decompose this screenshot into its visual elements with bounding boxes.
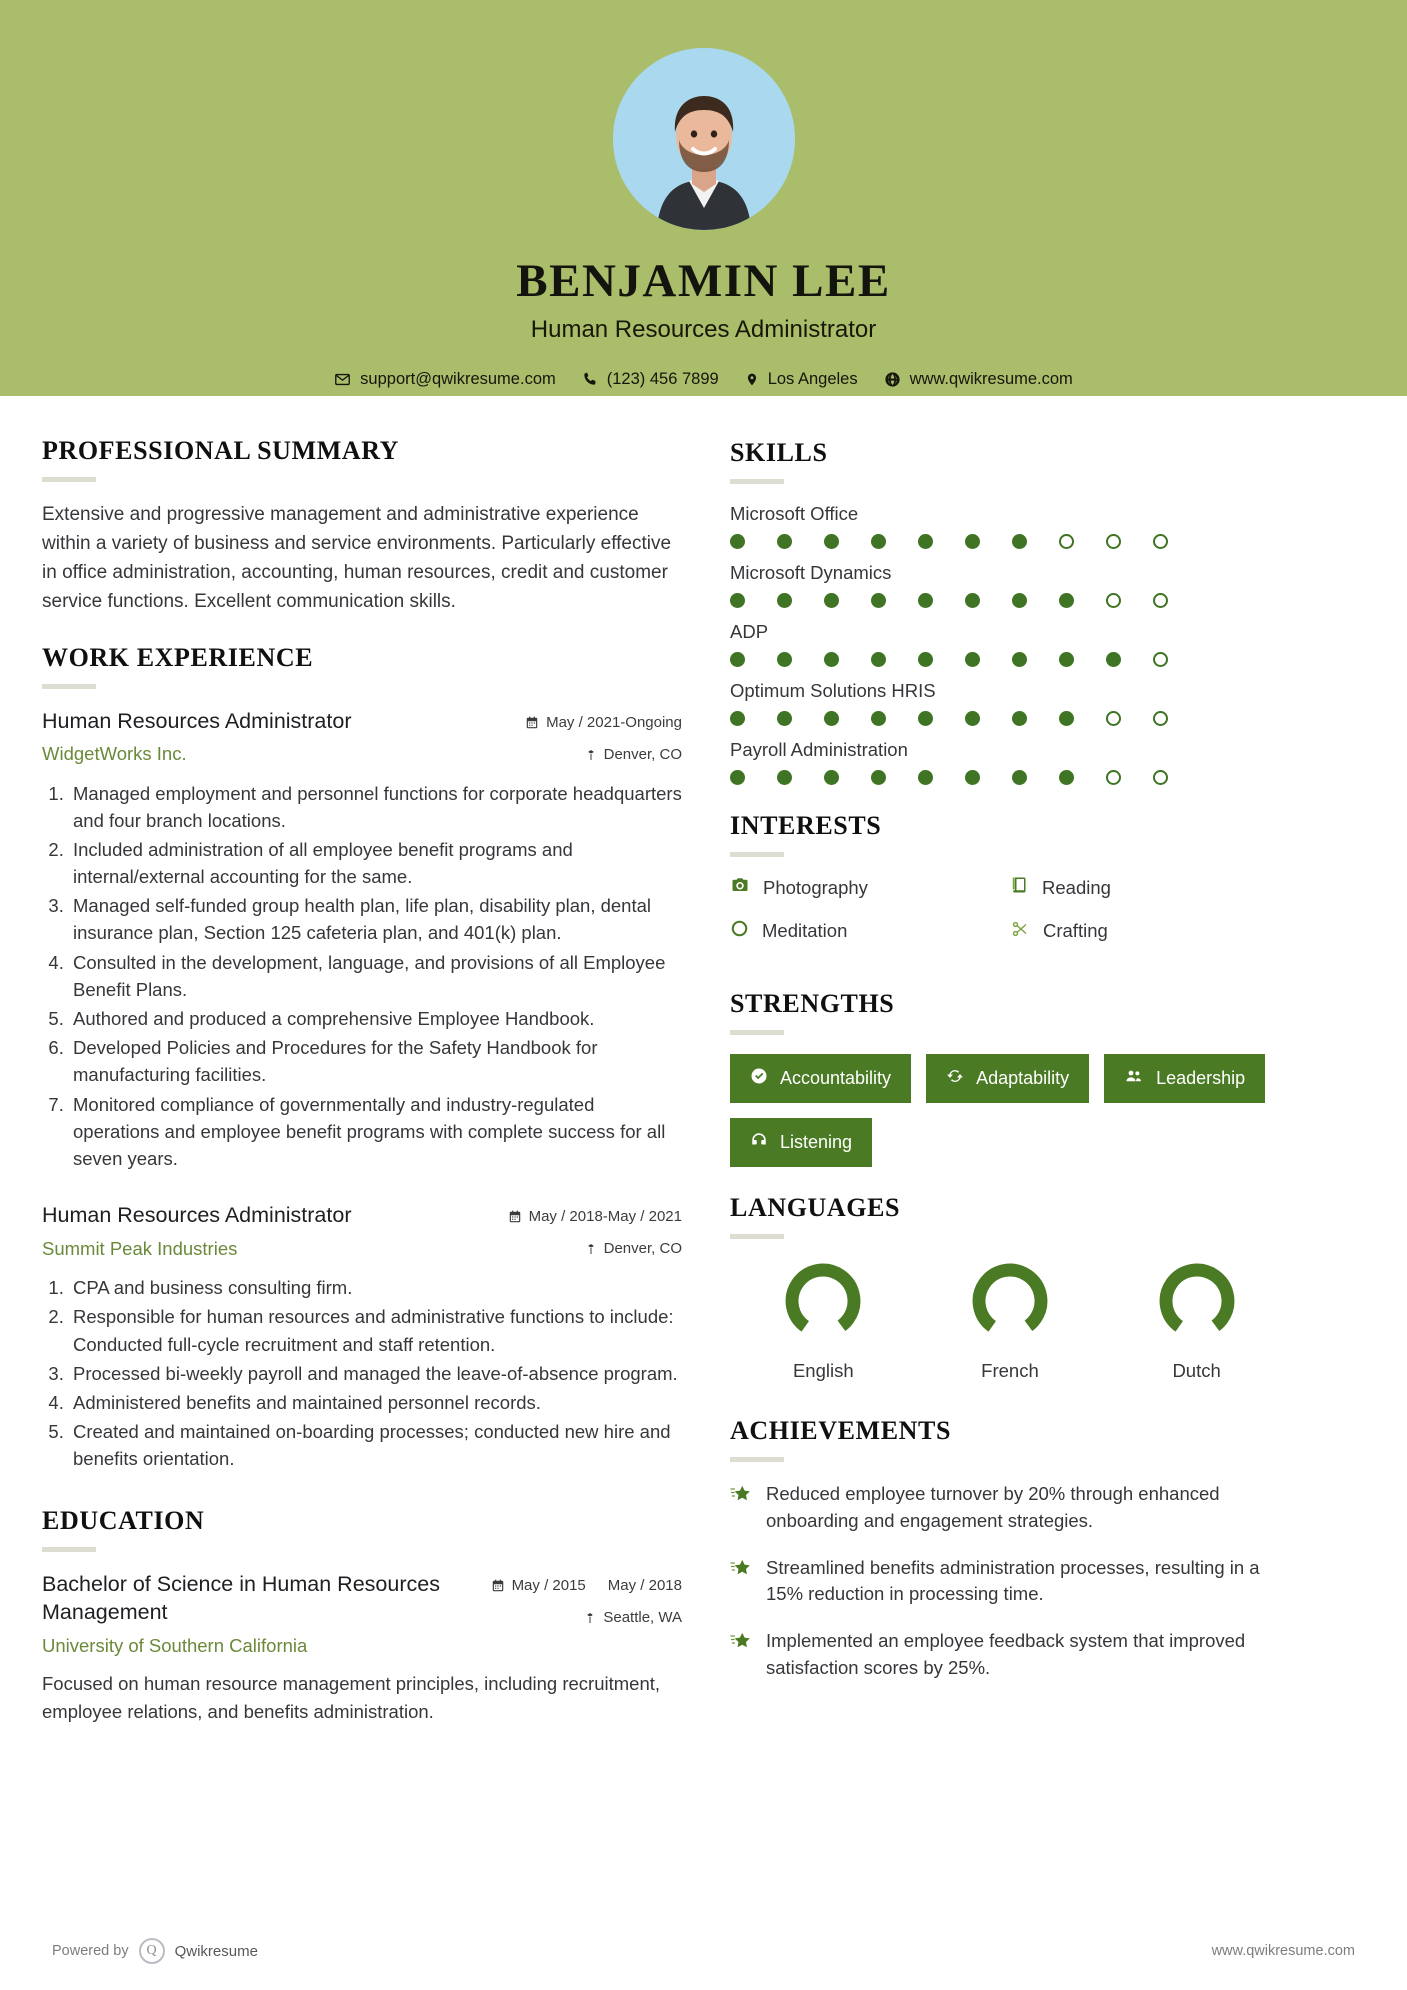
language-item [730, 1258, 917, 1382]
resume-header [0, 0, 1407, 396]
job-location-text: Denver, CO [603, 1240, 682, 1258]
section-heading: LANGUAGES [730, 1193, 901, 1222]
interest-item [730, 876, 1010, 899]
skill-dot-filled [730, 652, 745, 667]
skill-dot-empty [1059, 534, 1074, 549]
job-dates [508, 1208, 682, 1228]
skill-dot-filled [1012, 652, 1027, 667]
section-divider [730, 1234, 784, 1239]
skill-label: ADP [730, 621, 769, 642]
section-heading: STRENGTHS [730, 989, 895, 1018]
section-heading: ACHIEVEMENTS [730, 1416, 952, 1445]
contact-location-text: Los Angeles [767, 369, 858, 388]
skill-dot-filled [1059, 770, 1074, 785]
brand-name[interactable]: Qwikresume [174, 1942, 258, 1960]
skills-list [730, 503, 1290, 785]
summary-text: Extensive and progressive management and administrative experience within a variety of business and service environments. Particularly effective in office administration, accounting, human resources, credit and customer service functions. Excellent communication skills. [42, 504, 672, 612]
strength-label: Leadership [1156, 1068, 1246, 1088]
education-location-text: Seattle, WA [603, 1609, 682, 1627]
section-skills [730, 438, 1290, 785]
refresh-icon [946, 1067, 964, 1090]
map-pin-icon [585, 746, 597, 766]
achievement-item [730, 1555, 1290, 1609]
map-pin-icon [585, 1240, 597, 1260]
skill-dot-filled [1059, 652, 1074, 667]
list-item: 1. Managed employment and personnel functions for corporate headquarters and four branch locations. [69, 780, 682, 834]
skill-level-meter [730, 652, 1290, 667]
skill-dot-filled [871, 593, 886, 608]
book-icon [1010, 876, 1029, 899]
job-location [510, 746, 682, 766]
skill-dot-filled [1106, 652, 1121, 667]
contact-bar [334, 370, 1073, 389]
job-dates-text: May / 2018-May / 2021 [528, 1208, 682, 1226]
skill-dot-filled [871, 770, 886, 785]
globe-icon [884, 371, 901, 388]
language-item [1103, 1258, 1290, 1382]
skill-dot-filled [777, 711, 792, 726]
camera-icon [730, 876, 750, 899]
qwikresume-logo-icon: Q [139, 1938, 165, 1964]
interest-item [1010, 876, 1290, 899]
right-column [730, 436, 1290, 1752]
skill-dot-filled [965, 652, 980, 667]
skill-dot-filled [730, 593, 745, 608]
skill-dot-filled [965, 770, 980, 785]
skill-item [730, 562, 1290, 608]
languages-list [730, 1258, 1290, 1382]
skill-level-meter [730, 593, 1290, 608]
skill-dot-filled [1012, 770, 1027, 785]
interest-item [730, 919, 1010, 943]
skill-dot-filled [1059, 711, 1074, 726]
skill-dot-filled [918, 770, 933, 785]
section-divider [42, 1547, 96, 1552]
list-item: 3. Processed bi-weekly payroll and managed the leave-of-absence program. [69, 1360, 682, 1387]
phone-icon [582, 371, 598, 387]
left-column [42, 436, 682, 1752]
skill-dot-filled [777, 652, 792, 667]
star-icon [730, 1481, 752, 1535]
job-title: Human Resources Administrator [42, 708, 352, 733]
skill-dot-filled [871, 534, 886, 549]
list-item: 2. Included administration of all employee benefit programs and internal/external accounting for the same. [69, 836, 682, 890]
school-name: University of Southern California [42, 1635, 308, 1657]
calendar-icon [525, 714, 539, 734]
job-location [508, 1240, 682, 1260]
interest-label: Reading [1042, 876, 1111, 898]
calendar-icon [508, 1208, 522, 1228]
skill-dot-empty [1106, 534, 1121, 549]
interests-list [730, 876, 1290, 963]
skill-dot-filled [777, 593, 792, 608]
contact-phone-text: (123) 456 7899 [606, 369, 719, 388]
section-divider [730, 479, 784, 484]
skill-item [730, 739, 1290, 785]
contact-phone[interactable] [582, 370, 719, 389]
language-progress-ring [780, 1258, 866, 1344]
language-label: Dutch [1172, 1360, 1221, 1381]
education-date-start: May / 2015 [511, 1577, 586, 1595]
job-dates [510, 714, 682, 734]
skill-dot-filled [824, 652, 839, 667]
skill-dot-filled [824, 770, 839, 785]
skill-dot-filled [1012, 593, 1027, 608]
contact-email[interactable] [334, 370, 556, 389]
skill-dot-filled [777, 770, 792, 785]
language-label: French [981, 1360, 1039, 1381]
skill-dot-filled [918, 652, 933, 667]
job-title: Human Resources Administrator [42, 1203, 352, 1228]
skill-dot-filled [730, 770, 745, 785]
powered-by-label: Powered by [52, 1943, 129, 1959]
powered-by [52, 1938, 258, 1964]
skill-dot-filled [965, 593, 980, 608]
education-location [491, 1609, 682, 1629]
headphones-icon [750, 1131, 768, 1154]
skill-dot-filled [918, 534, 933, 549]
skill-label: Microsoft Office [730, 503, 859, 524]
skill-dot-empty [1106, 593, 1121, 608]
skill-dot-empty [1153, 770, 1168, 785]
interest-item [1010, 919, 1290, 943]
language-item [917, 1258, 1104, 1382]
skill-item [730, 621, 1290, 667]
check-circle-icon [750, 1067, 768, 1090]
experience-entry [42, 1202, 682, 1472]
skill-dot-filled [871, 652, 886, 667]
star-icon [730, 1628, 752, 1682]
skill-dot-filled [777, 534, 792, 549]
contact-email-text: support@qwikresume.com [360, 369, 556, 388]
list-item: 4. Consulted in the development, language, and provisions of all Employee Benefit Plans. [69, 949, 682, 1003]
education-entry [42, 1571, 682, 1725]
language-progress-ring [967, 1258, 1053, 1344]
skill-dot-filled [1012, 534, 1027, 549]
achievement-text: Streamlined benefits administration processes, resulting in a 15% reduction in processing time. [766, 1556, 1260, 1605]
list-item: 1. CPA and business consulting firm. [69, 1274, 682, 1301]
job-bullet-list [42, 1274, 682, 1472]
skill-dot-filled [824, 711, 839, 726]
strength-label: Listening [780, 1132, 853, 1152]
skill-item [730, 503, 1290, 549]
list-item: 6. Developed Policies and Procedures for the Safety Handbook for manufacturing facilities. [69, 1034, 682, 1088]
people-icon [1124, 1067, 1144, 1090]
education-description: Focused on human resource management principles, including recruitment, employee relations, and benefits administration. [42, 1673, 661, 1723]
footer-website[interactable]: www.qwikresume.com [1211, 1943, 1355, 1959]
interest-label: Crafting [1043, 920, 1108, 941]
section-heading: INTERESTS [730, 811, 882, 840]
strength-badge [730, 1118, 872, 1167]
skill-dot-empty [1106, 711, 1121, 726]
job-location-text: Denver, CO [603, 745, 682, 763]
experience-entry [42, 708, 682, 1173]
list-item: 4. Administered benefits and maintained personnel records. [69, 1389, 682, 1416]
skill-dot-filled [965, 711, 980, 726]
language-label: English [792, 1360, 854, 1381]
skill-dot-filled [965, 534, 980, 549]
achievement-text: Implemented an employee feedback system that improved satisfaction scores by 25%. [766, 1630, 1246, 1679]
skill-dot-filled [918, 711, 933, 726]
language-progress-ring [1154, 1258, 1240, 1344]
strength-badge [1104, 1054, 1265, 1103]
education-date-end: May / 2018 [607, 1577, 682, 1595]
resume-body [0, 396, 1407, 1752]
list-item: 5. Authored and produced a comprehensive Employee Handbook. [69, 1005, 682, 1032]
degree-title: Bachelor of Science in Human Resources Management [42, 1572, 440, 1625]
skill-dot-filled [918, 593, 933, 608]
achievement-text: Reduced employee turnover by 20% through enhanced onboarding and engagement strategies. [766, 1483, 1220, 1531]
list-item: 5. Created and maintained on-boarding processes; conducted new hire and benefits orientation. [69, 1418, 682, 1472]
strength-label: Accountability [780, 1068, 892, 1088]
strengths-list [730, 1054, 1290, 1167]
section-work-experience [42, 643, 682, 1473]
strength-badge [730, 1054, 911, 1103]
strength-badge [926, 1054, 1089, 1103]
avatar [613, 48, 795, 230]
achievement-item [730, 1481, 1290, 1535]
skill-dot-empty [1153, 652, 1168, 667]
job-role-subtitle: Human Resources Administrator [530, 315, 877, 343]
interest-label: Photography [763, 876, 868, 898]
skill-level-meter [730, 711, 1290, 726]
skill-dot-empty [1106, 770, 1121, 785]
job-organization: Summit Peak Industries [42, 1238, 238, 1260]
skill-label: Payroll Administration [730, 739, 908, 760]
skill-dot-filled [730, 711, 745, 726]
skill-dot-empty [1153, 534, 1168, 549]
skill-dot-filled [1012, 711, 1027, 726]
skill-label: Microsoft Dynamics [730, 562, 892, 583]
star-icon [730, 1555, 752, 1609]
skill-level-meter [730, 770, 1290, 785]
page-footer [0, 1938, 1407, 1964]
section-achievements [730, 1416, 1290, 1682]
map-pin-icon [584, 1609, 596, 1629]
skill-dot-empty [1153, 711, 1168, 726]
skill-dot-filled [824, 534, 839, 549]
section-divider [42, 684, 96, 689]
section-divider [730, 1457, 784, 1462]
skill-dot-empty [1153, 593, 1168, 608]
calendar-icon [491, 1577, 505, 1597]
section-divider [730, 852, 784, 857]
strength-label: Adaptability [976, 1068, 1070, 1088]
job-organization: WidgetWorks Inc. [42, 743, 187, 765]
skill-dot-filled [871, 711, 886, 726]
interest-label: Meditation [762, 920, 848, 941]
contact-website-text: www.qwikresume.com [909, 369, 1073, 388]
circle-icon [730, 919, 749, 943]
achievement-item [730, 1628, 1290, 1682]
job-bullet-list [42, 780, 682, 1173]
skill-dot-filled [730, 534, 745, 549]
section-divider [42, 477, 96, 482]
section-languages [730, 1193, 1290, 1382]
scissors-icon [1010, 920, 1030, 943]
section-professional-summary [42, 436, 682, 617]
job-dates-text: May / 2021-Ongoing [546, 713, 682, 731]
mail-icon [334, 371, 351, 388]
page-title: BENJAMIN LEE [516, 255, 891, 307]
section-heading: WORK EXPERIENCE [42, 642, 314, 672]
list-item: 7. Monitored compliance of governmentally and industry-regulated operations and employee benefit programs with complete success for all seven years. [69, 1091, 682, 1173]
section-strengths [730, 989, 1290, 1167]
skill-level-meter [730, 534, 1290, 549]
section-interests [730, 811, 1290, 963]
section-divider [730, 1030, 784, 1035]
contact-location [745, 370, 858, 389]
list-item: 2. Responsible for human resources and administrative functions to include: Conducted full-cycle recruitment and staff retention. [69, 1303, 682, 1357]
skill-item [730, 680, 1290, 726]
skill-label: Optimum Solutions HRIS [730, 680, 936, 701]
section-heading: SKILLS [730, 438, 828, 467]
section-education [42, 1506, 682, 1725]
list-item: 3. Managed self-funded group health plan, life plan, disability plan, dental insurance plan, Section 125 cafeteria plan, and 401(k) plan. [69, 892, 682, 946]
location-pin-icon [745, 371, 759, 388]
skill-dot-filled [1059, 593, 1074, 608]
contact-website[interactable] [884, 370, 1073, 389]
skill-dot-filled [824, 593, 839, 608]
section-heading: PROFESSIONAL SUMMARY [42, 436, 400, 465]
section-heading: EDUCATION [42, 1506, 205, 1536]
education-dates [491, 1577, 682, 1597]
